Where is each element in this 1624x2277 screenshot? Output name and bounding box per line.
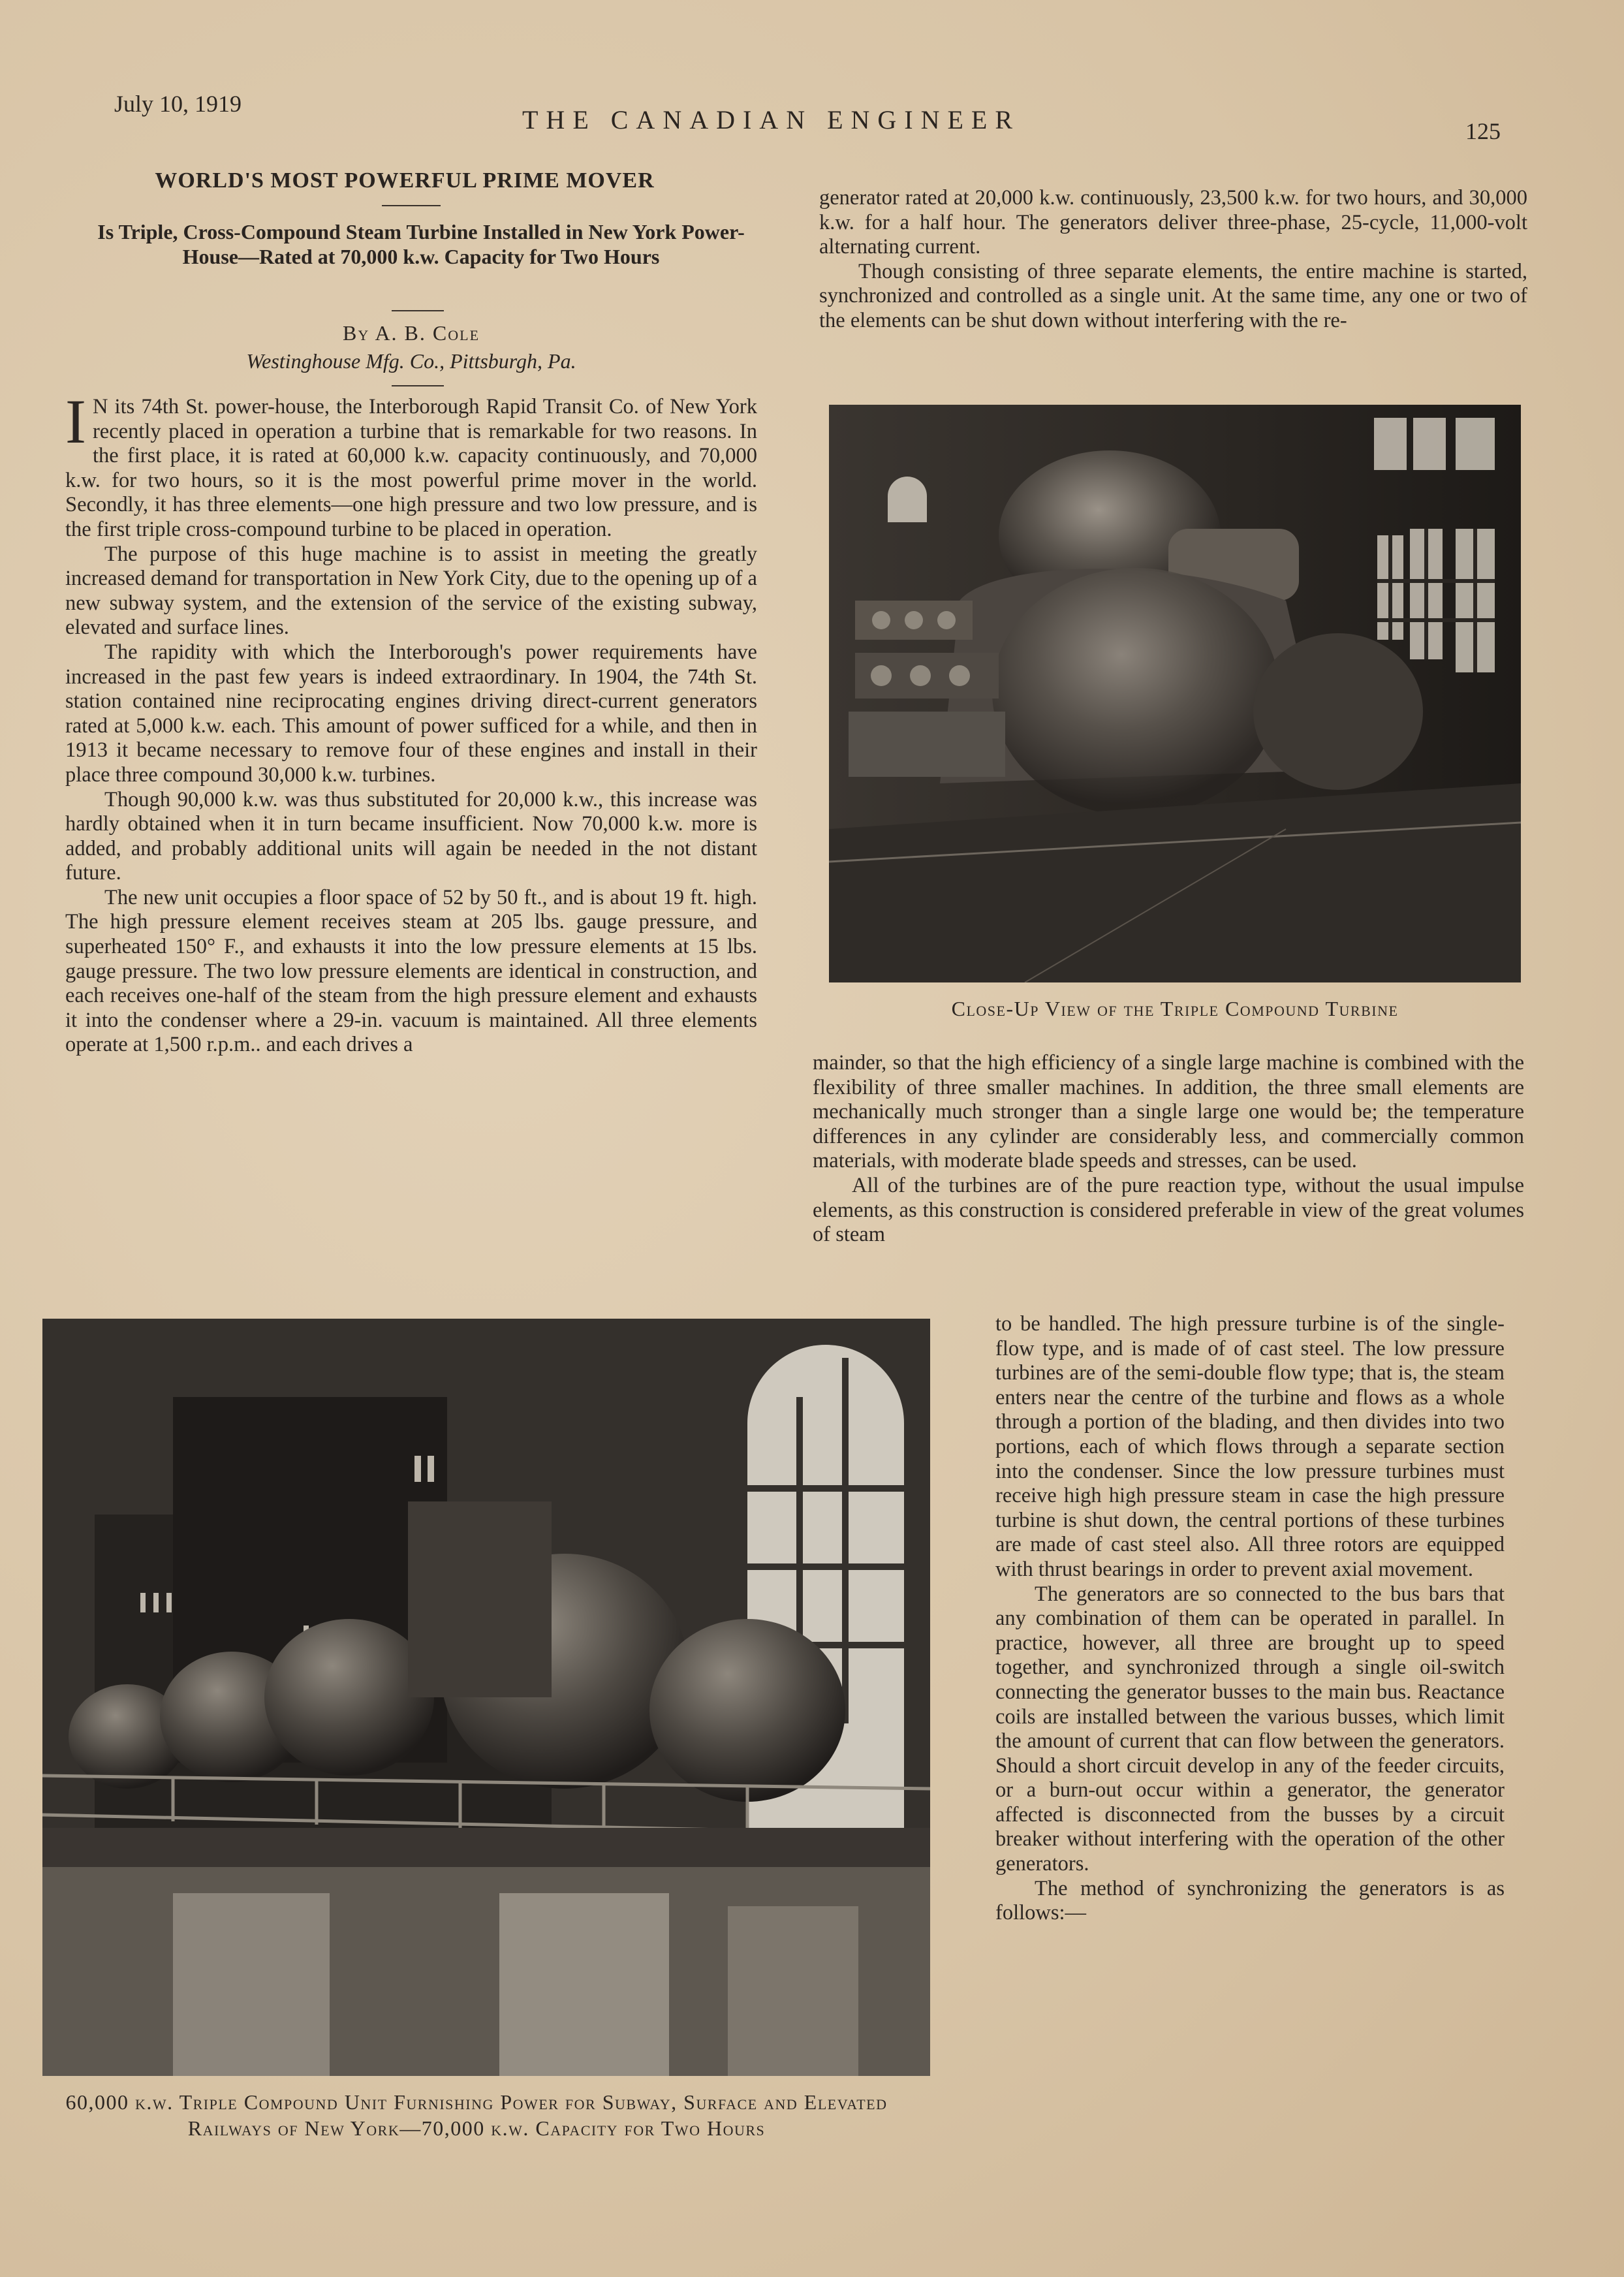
right-column-top-text [819,186,1527,334]
power-house-illustration [42,1319,930,2076]
paragraph-2: The purpose of this huge machine is to assist in meeting the greatly increased demand for transportation in New York City, due to the opening up of a new subway system, and the extension of the service of the existing subway, elevated and surface lines. [65,542,757,640]
paragraph-3: The rapidity with which the Interborough's power requirements have increased in the past few years is indeed extraordinary. In 1904, the 74th St. station contained nine reciprocating engines driving direct-current generators rated at 5,000 k.w. each. This amount of power sufficed for a while, and then in 1913 it became necessary to remove four of these engines and install in their place three compound 30,000 k.w. turbines. [65,640,757,787]
paragraph-4: Though 90,000 k.w. was thus substituted for 20,000 k.w., this increase was hardly obtained when it in turn became insufficient. Now 70,000 k.w. more is added, and probably additional units will again be needed in the not distant future. [65,787,757,885]
turbine-closeup-illustration [829,405,1521,982]
closeup-turbine-photo [829,405,1521,982]
paragraph-1: I N its 74th St. power-house, the Interborough Rapid Transit Co. of New York recently placed in operation a turbine that is remarkable for two reasons. In the first place, it is rated at 60,000 k.w. capacity continuously, and 70,000 k.w. for two hours, so it is the most powerful prime mover in the world. Secondly, it has three elements—one high pressure and two low pressure, and is the first triple cross-compound turbine to be placed in operation. [65,386,757,541]
right-column-bottom-text [995,1312,1505,1926]
subtitle-rule [392,310,444,311]
title-rule [382,205,441,206]
paragraph-8: mainder, so that the high efficiency of a single large machine is combined with the flexibility of three smaller machines. In addition, the three small elements are mechanically much stronger than a single large one would be; the temperature differences in any cylinder are considerably less, and commercially common materials, with moderate blade speeds and stresses, can be used. [813,1051,1524,1173]
paragraph-7: Though consisting of three separate elements, the entire machine is started, synchronized and controlled as a single unit. At the same time, any one or two of the elements can be shut down without interfering with the re- [819,259,1527,332]
closeup-photo-caption: Close-Up View of the Triple Compound Turbine [951,997,1399,1020]
article-byline: By A. B. Cole [342,321,480,345]
journal-title: THE CANADIAN ENGINEER [522,105,1021,134]
issue-date: July 10, 1919 [114,91,242,117]
unit-photo-caption: 60,000 k.w. Triple Compound Unit Furnishing Power for Subway, Surface and Elevated Railways of New York—70,000 k.w. Capacity for Two Hours [65,2090,888,2140]
triple-compound-unit-photo [42,1319,930,2076]
drop-cap: I [65,386,86,456]
author-affiliation: Westinghouse Mfg. Co., Pittsburgh, Pa. [246,349,576,373]
paragraph-10: to be handled. The high pressure turbine is of the single-flow type, and is made of of cast steel. The low pressure turbines are of the semi-double flow type; that is, the steam enters near the centre of the turbine and flows as a whole through a portion of the blading, and then divides into two portions, each of which flows through a separate section into the condenser. Since the low pressure turbines must receive high high pressure steam in case the high pressure turbine is shut down, the central portions of these turbines are made of cast steel also. All three rotors are equipped with thrust bearings in order to prevent axial movement. [995,1312,1505,1581]
paragraph-9: All of the turbines are of the pure reaction type, without the usual impulse elements, as this construction is considered preferable in view of the great volumes of steam [813,1173,1524,1247]
page-number: 125 [1465,118,1501,144]
paragraph-5: The new unit occupies a floor space of 52 by 50 ft., and is about 19 ft. high. The high pressure element receives steam at 205 lbs. gauge pressure, and superheated 150° F., and exhausts it into the low pressure elements at 15 lbs. gauge pressure. The two low pressure elements are identical in construction, and each receives one-half of the steam from the high pressure element and exhausts it into the condenser where a 29-in. vacuum is maintained. All three elements operate at 1,500 r.p.m.. and each drives a [65,885,757,1057]
article-title: WORLD'S MOST POWERFUL PRIME MOVER [155,168,655,193]
byline-rule [392,385,444,386]
left-column-text [65,386,757,1058]
article-subtitle: Is Triple, Cross-Compound Steam Turbine Installed in New York Power-House—Rated at 70,000 k.w. Capacity for Two Hours [97,220,745,268]
paragraph-11: The generators are so connected to the bus bars that any combination of them can be operated in parallel. In practice, however, all three are brought up to speed together, and synchronized through a single oil-switch connecting the generator busses to the main bus. Reactance coils are installed between the various busses, which limit the amount of current that can flow between the generators. Should a short circuit develop in any of the feeder circuits, or a burn-out occur within a generator, the generator affected is disconnected from the busses by a circuit breaker without interfering with the operation of the other generators. [995,1582,1505,1876]
right-column-mid-text [813,1051,1524,1248]
paragraph-6: generator rated at 20,000 k.w. continuously, 23,500 k.w. for two hours, and 30,000 k.w. for a half hour. The generators deliver three-phase, 25-cycle, 11,000-volt alternating current. [819,186,1527,259]
paragraph-12: The method of synchronizing the generators is as follows:— [995,1876,1505,1925]
